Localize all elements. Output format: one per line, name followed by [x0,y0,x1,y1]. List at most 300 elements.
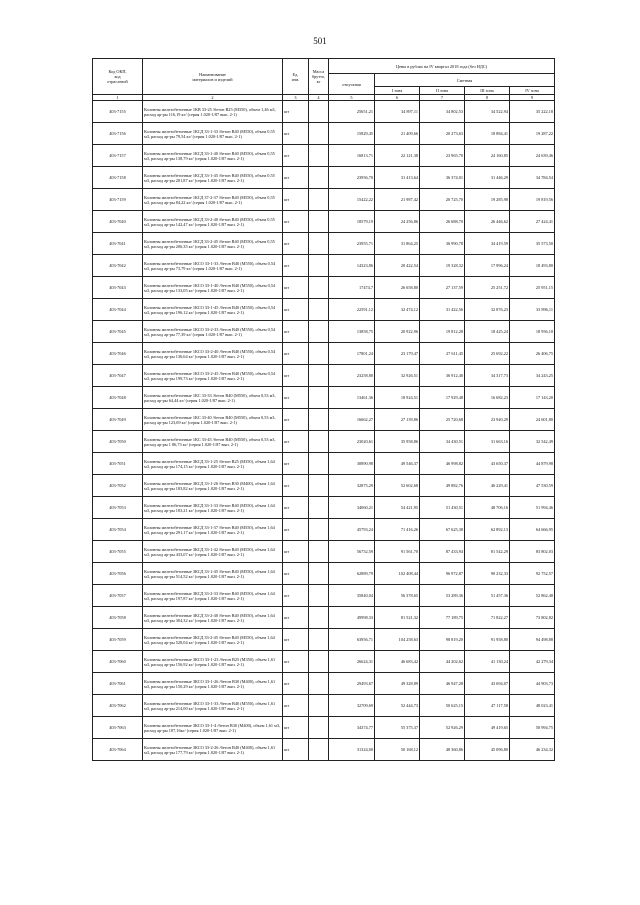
table-row [93,255,555,277]
header-code-line1: Код ОКП, [108,69,127,74]
row-mass [309,563,329,585]
header-unit [283,59,309,95]
row-zone1-price: 52 602,68 [375,475,420,497]
row-code: 403-7061 [93,673,143,695]
row-zone2-price: 49 882,76 [420,475,465,497]
row-name: Колонны железобетонные 3КСО 33-2-26 /бетон В40 (М400), объем 1,61 м3, расход ар-ры 177,79 кг/ (серия 1.020-1/87 вып. 2-1) [143,739,283,761]
row-name: Колонны железобетонные 1КС 33-33 /бетон В40 (М550), объем 0,53 м3, расход ар-ры 64,44 кг/ (серия 1.020-1/87 вып. 2-1) [143,387,283,409]
row-zone3-price: 47 117,58 [465,695,510,717]
row-zone1-price: 32 926,51 [375,365,420,387]
row-release-price: 34374,77 [329,717,375,739]
header-name-line2: материалов и изделий [192,76,233,82]
row-zone2-price: 87 433,94 [420,541,465,563]
column-number: 3 [283,95,309,101]
row-release-price: 15829,45 [329,123,375,145]
table-row [93,189,555,211]
row-zone3-price: 43 650,37 [465,453,510,475]
row-zone1-price: 20 922,96 [375,321,420,343]
row-zone2-price: 34 802,53 [420,101,465,123]
row-code: 403-7053 [93,497,143,519]
row-name: Колонны железобетонные 3КСД 33-1-33 /бетон В40 (М550), объем 1,64 м3, расход ар-ры 183,21 кг/ (серия 1.020-1/87 вып. 2-1) [143,497,283,519]
row-zone2-price: 23 965,70 [420,145,465,167]
row-zone1-price: 91 561,70 [375,541,420,563]
row-zone2-price: 36 990,78 [420,233,465,255]
row-mass [309,409,329,431]
row-mass [309,431,329,453]
table-row [93,585,555,607]
row-zone1-price: 81 521,32 [375,607,420,629]
row-release-price: 17801,24 [329,343,375,365]
row-name: Колонны железобетонные 3КСД 33-2-33 /бетон В40 (М550), объем 1,64 м3, расход ар-ры 197,87 кг/ (серия 1.020-1/87 вып. 2-1) [143,585,283,607]
row-mass [309,541,329,563]
row-code: 403-7051 [93,453,143,475]
table-row [93,409,555,431]
header-release-price: отпускная [329,74,375,95]
table-row [93,695,555,717]
table-row [93,541,555,563]
row-mass [309,211,329,233]
row-code: 403-7044 [93,299,143,321]
row-zone4-price: 34 243,25 [510,365,555,387]
row-unit: шт [283,299,309,321]
row-release-price: 49998,33 [329,607,375,629]
row-zone1-price: 34 897,11 [375,101,420,123]
column-number: 8 [465,95,510,101]
row-zone3-price: 31 663,16 [465,431,510,453]
row-zone1-price: 50 168,12 [375,739,420,761]
row-zone3-price: 23 940,29 [465,409,510,431]
row-zone2-price: 96 972,87 [420,563,465,585]
row-zone3-price: 18 425,24 [465,321,510,343]
row-zone4-price: 32 542,49 [510,431,555,453]
row-zone3-price: 71 822,27 [465,607,510,629]
row-zone3-price: 16 682,23 [465,387,510,409]
table-row [93,717,555,739]
column-number: 6 [375,95,420,101]
row-mass [309,233,329,255]
row-zone1-price: 24 256,86 [375,211,420,233]
row-zone1-price: 56 378,65 [375,585,420,607]
page-number: 501 [313,36,327,46]
row-unit: шт [283,233,309,255]
row-unit: шт [283,365,309,387]
row-unit: шт [283,277,309,299]
row-code: 403-7158 [93,167,143,189]
row-unit: шт [283,519,309,541]
row-code: 403-7064 [93,739,143,761]
row-unit: шт [283,607,309,629]
row-name: Колонны железобетонные 3КСО 33-1-26 /бетон В30 (М400), объем 1,61 м3, расход ар-ры 150,29 кг/ (серия 1.020-1/87 вып. 2-1) [143,673,283,695]
header-unit-line2: изм. [291,76,300,82]
row-zone1-price: 32 474,12 [375,299,420,321]
row-mass [309,475,329,497]
row-unit: шт [283,387,309,409]
header-estimate-price: Сметная [375,74,555,87]
row-zone3-price: 34 419,59 [465,233,510,255]
row-zone4-price: 24 601,80 [510,409,555,431]
row-code: 403-7045 [93,321,143,343]
row-zone3-price: 17 996,24 [465,255,510,277]
row-code: 403-7055 [93,541,143,563]
row-code: 403-7157 [93,145,143,167]
row-code: 403-7054 [93,519,143,541]
row-code: 403-7040 [93,211,143,233]
row-release-price: 23020,61 [329,431,375,453]
row-unit: шт [283,431,309,453]
row-zone1-price: 22 121,38 [375,145,420,167]
row-code: 403-7062 [93,695,143,717]
row-release-price: 34060,21 [329,497,375,519]
header-mass-line1: Масса [312,69,325,74]
row-release-price: 14323,86 [329,255,375,277]
row-zone2-price: 67 625,38 [420,519,465,541]
row-unit: шт [283,145,309,167]
header-mass [309,59,329,95]
row-zone3-price: 45 096,80 [465,739,510,761]
row-zone1-price: 21 409,66 [375,123,420,145]
table-row [93,497,555,519]
row-zone3-price: 18 884,41 [465,123,510,145]
table-row [93,299,555,321]
row-name: Колонны железобетонные 1КС 33-40 /бетон В40 (М550), объем 0,53 м3, расход ар-ры 123,69 кг/ (серия 1.020-1/87 вып. 2-1) [143,409,283,431]
row-name: Колонны железобетонные 1КСД 33-1-40 /бетон В40 (М550), объем 0,55 м3, расход ар-ры 138,79 кг/ (серия 1.020-1/87 вып. 2-1) [143,145,283,167]
column-number: 7 [420,95,465,101]
row-zone1-price: 20 422,54 [375,255,420,277]
table-row [93,343,555,365]
row-zone4-price: 94 498,88 [510,629,555,651]
row-code: 403-7058 [93,607,143,629]
row-zone1-price: 49 328,89 [375,673,420,695]
row-release-price: 13858,75 [329,321,375,343]
row-zone4-price: 50 994,75 [510,717,555,739]
row-release-price: 22591,12 [329,299,375,321]
table-row [93,167,555,189]
row-mass [309,343,329,365]
header-code-line3: отраслевой [107,79,128,84]
row-zone3-price: 34 317,73 [465,365,510,387]
header-code-line2: код [114,74,121,79]
row-name: Колонны железобетонные 1КС 33-45 /бетон В40 (М550), объем 0,53 м3, расход ар-ры 1 86,73 кг/ (серия 1.020-1/87 вып. 2-1) [143,431,283,453]
row-zone1-price: 49 546,37 [375,453,420,475]
row-unit: шт [283,585,309,607]
header-mass-line3: кг [316,79,321,84]
column-number: 2 [143,95,283,101]
row-zone3-price: 90 232,33 [465,563,510,585]
row-code: 403-7050 [93,431,143,453]
row-zone4-price: 42 279,34 [510,651,555,673]
row-zone1-price: 31 864,25 [375,233,420,255]
row-release-price: 63956,71 [329,629,375,651]
row-code: 403-7056 [93,563,143,585]
row-unit: шт [283,123,309,145]
table-row [93,211,555,233]
row-name: Колонны железобетонные 1КСД 33-2-40 /бетон В40 (М550), объем 0,55 м3, расход ар-ры 142,47 кг/ (серия 1.020-1/87 вып. 2-1) [143,211,283,233]
row-zone3-price: 43 694,07 [465,673,510,695]
row-zone2-price: 27 137,59 [420,277,465,299]
row-mass [309,167,329,189]
header-name [143,59,283,95]
row-zone4-price: 35 222,18 [510,101,555,123]
row-mass [309,365,329,387]
row-zone2-price: 46 947,28 [420,673,465,695]
row-code: 403-7057 [93,585,143,607]
row-name: Колонны железобетонные 1КСО 33-2-45 /бетон В40 (М550), объем 0,54 м3, расход ар-ры 199,73 кг/ (серия 1.020-1/87 вып. 2-1) [143,365,283,387]
table-row [93,145,555,167]
row-zone4-price: 26 406,75 [510,343,555,365]
row-release-price: 32875,29 [329,475,375,497]
row-name: Колонны железобетонные 1КСО 33-2-40 /бетон В40 (М550), объем 0,54 м3, расход ар-ры 136,64 кг/ (серия 1.020-1/87 вып. 2-1) [143,343,283,365]
table-row [93,563,555,585]
column-number: 1 [93,95,143,101]
row-release-price: 26624,31 [329,651,375,673]
row-zone3-price: 46 229,41 [465,475,510,497]
table-row [93,387,555,409]
column-number: 4 [309,95,329,101]
row-zone4-price: 48 023,41 [510,695,555,717]
row-zone3-price: 81 542,29 [465,541,510,563]
row-name: Колонны железобетонные 3КСД 33-1-42 /бетон В40 (М550), объем 1,64 м3, расход ар-ры 433,07 кг/ (серия 1.020-1/87 вып. 2-1) [143,541,283,563]
row-zone2-price: 17 929,48 [420,387,465,409]
row-release-price: 29493,67 [329,673,375,695]
row-name: Колонны железобетонные 1КВ 33-25 /бетон В25 (М350), объем 1,46 м3, расход ар-ры 116,19 кг/ (серия 1.020-1/87 вып. 2-1) [143,101,283,123]
row-zone4-price: 24 639,46 [510,145,555,167]
row-name: Колонны железобетонные 3КСО 33-1-4 /бетон В30 (М400), объем 1,61 м3, расход ар-ры 187,16кг/ (серия 1.020-1/87 вып. 2-1) [143,717,283,739]
row-code: 403-7043 [93,277,143,299]
row-unit: шт [283,541,309,563]
row-name: Колонны железобетонные 1КСД 33-1-33 /бетон В40 (М550), объем 0,55 м3, расход ар-ры 79,54 кг/ (серия 1.020-1/87 вып. 2-1) [143,123,283,145]
row-zone2-price: 48 360,86 [420,739,465,761]
table-row [93,739,555,761]
header-zone-4: IV зона [510,87,555,95]
row-release-price: 45793,24 [329,519,375,541]
row-mass [309,387,329,409]
row-code: 403-7063 [93,717,143,739]
row-unit: шт [283,629,309,651]
table-row [93,453,555,475]
row-code: 403-7048 [93,387,143,409]
table-row [93,365,555,387]
row-mass [309,321,329,343]
row-code: 403-7046 [93,343,143,365]
row-mass [309,717,329,739]
row-zone4-price: 25 951,15 [510,277,555,299]
row-mass [309,255,329,277]
row-zone4-price: 19 819,56 [510,189,555,211]
row-mass [309,695,329,717]
row-zone4-price: 51 994,46 [510,497,555,519]
row-unit: шт [283,189,309,211]
row-mass [309,145,329,167]
row-release-price: 23956,70 [329,167,375,189]
row-zone2-price: 36 374,01 [420,167,465,189]
row-zone2-price: 46 998,82 [420,453,465,475]
row-zone2-price: 53 289,36 [420,585,465,607]
row-name: Колонны железобетонные 1КСД 33-1-45 /бетон В40 (М550), объем 0,55 м3, расход ар-ры 201,87 кг/ (серия 1.020-1/87 вып. 2-1) [143,167,283,189]
row-zone1-price: 26 658,80 [375,277,420,299]
row-unit: шт [283,695,309,717]
row-code: 403-7047 [93,365,143,387]
row-zone4-price: 46 234,32 [510,739,555,761]
header-zone-2: II зона [420,87,465,95]
row-zone2-price: 50 625,15 [420,695,465,717]
row-mass [309,299,329,321]
row-release-price: 16813,71 [329,145,375,167]
header-zone-3: III зона [465,87,510,95]
row-mass [309,277,329,299]
row-zone4-price: 18 493,80 [510,255,555,277]
row-zone2-price: 51 430,51 [420,497,465,519]
row-zone3-price: 25 251,72 [465,277,510,299]
row-zone4-price: 47 530,59 [510,475,555,497]
row-mass [309,497,329,519]
table-row [93,233,555,255]
row-unit: шт [283,343,309,365]
row-zone4-price: 52 862,48 [510,585,555,607]
row-zone2-price: 20 725,70 [420,189,465,211]
row-unit: шт [283,167,309,189]
row-code: 403-7159 [93,189,143,211]
row-mass [309,651,329,673]
row-release-price: 15422,22 [329,189,375,211]
row-unit: шт [283,673,309,695]
row-zone3-price: 91 958,80 [465,629,510,651]
row-unit: шт [283,453,309,475]
row-mass [309,739,329,761]
row-mass [309,673,329,695]
row-zone1-price: 46 683,42 [375,651,420,673]
row-zone4-price: 18 956,18 [510,321,555,343]
row-zone4-price: 27 424,41 [510,211,555,233]
row-mass [309,607,329,629]
row-unit: шт [283,497,309,519]
row-zone1-price: 21 987,42 [375,189,420,211]
row-zone4-price: 92 752,57 [510,563,555,585]
row-zone3-price: 19 285,98 [465,189,510,211]
row-release-price: 56752,59 [329,541,375,563]
row-code: 403-7042 [93,255,143,277]
row-release-price: 62889,79 [329,563,375,585]
row-name: Колонны железобетонные 3КСД 33-2-40 /бетон В40 (М550), объем 1,64 м3, расход ар-ры 304,32 кг/ (серия 1.020-1/87 вып. 2-1) [143,607,283,629]
row-release-price: 23955,71 [329,233,375,255]
row-zone4-price: 19 287,22 [510,123,555,145]
row-name: Колонны железобетонные 1КСО 33-1-40 /бетон В40 (М550), объем 0,54 м3, расход ар-ры 133,05 кг/ (серия 1.020-1/87 вып. 2-1) [143,277,283,299]
row-zone2-price: 31 422,56 [420,299,465,321]
row-zone4-price: 35 573,50 [510,233,555,255]
row-zone1-price: 54 421,95 [375,497,420,519]
row-code: 403-7049 [93,409,143,431]
table-row [93,607,555,629]
row-unit: шт [283,409,309,431]
row-unit: шт [283,563,309,585]
row-zone2-price: 26 688,70 [420,211,465,233]
row-unit: шт [283,739,309,761]
row-name: Колонны железобетонные 3КСО 33-1-23 /бетон В25 (М350), объем 1,61 м3, расход ар-ры 156,92 кг/ (серия 1.020-1/87 вып. 2-1) [143,651,283,673]
row-name: Колонны железобетонные 1КСД 33-2-45 /бетон В40 (М550), объем 0,55 м3, расход ар-ры 206,35 кг/ (серия 1.020-1/87 вып. 2-1) [143,233,283,255]
row-code: 403-7052 [93,475,143,497]
row-release-price: 35840,04 [329,585,375,607]
row-code: 403-7041 [93,233,143,255]
row-unit: шт [283,101,309,123]
row-name: Колонны железобетонные 1КСО 33-2-33 /бетон В40 (М550), объем 0,54 м3, расход ар-ры 77,39 кг/ (серия 1.020-1/87 вып. 2-1) [143,321,283,343]
row-mass [309,123,329,145]
row-mass [309,453,329,475]
row-zone2-price: 20 273,63 [420,123,465,145]
table-row [93,277,555,299]
row-zone3-price: 32 876,23 [465,299,510,321]
row-zone2-price: 52 926,29 [420,717,465,739]
row-zone1-price: 104 258,63 [375,629,420,651]
table-body [93,101,555,761]
column-number: 9 [510,95,555,101]
row-zone4-price: 83 802,03 [510,541,555,563]
row-zone3-price: 25 692,22 [465,343,510,365]
row-code: 403-7059 [93,629,143,651]
table-row [93,431,555,453]
row-zone1-price: 102 408,44 [375,563,420,585]
row-zone1-price: 35 958,86 [375,431,420,453]
row-zone3-price: 24 160,85 [465,145,510,167]
table-row [93,519,555,541]
row-zone2-price: 27 611,45 [420,343,465,365]
row-name: Колонны железобетонные 3КСО 33-1-33 /бетон В40 (М550), объем 1,61 м3, расход ар-ры 214,00 кг/ (серия 1.020-1/87 вып. 2-1) [143,695,283,717]
row-zone3-price: 26 446,62 [465,211,510,233]
table-row [93,629,555,651]
row-release-price: 31324,00 [329,739,375,761]
table-row [93,475,555,497]
row-zone2-price: 98 819,20 [420,629,465,651]
row-zone2-price: 25 720,68 [420,409,465,431]
row-zone3-price: 34 522,94 [465,101,510,123]
row-zone1-price: 27 139,86 [375,409,420,431]
row-zone3-price: 49 419,65 [465,717,510,739]
row-name: Колонны железобетонные 3КСД 33-1-26 /бетон В30 (М400), объем 1,64 м3, расход ар-ры 183,82 кг/ (серия 1.020-1/87 вып. 2-1) [143,475,283,497]
header-mass-line2: брутто, [311,74,326,79]
header-zone-1: I зона [375,87,420,95]
row-zone1-price: 52 444,73 [375,695,420,717]
row-mass [309,189,329,211]
row-code: 403-7060 [93,651,143,673]
row-name: Колонны железобетонные 1КСД 37-2-37 /бетон В40 (М550), объем 0,55 м3, расход ар-ры 84,22 кг/ (серия 1.020-1/87 вып. 2-1) [143,189,283,211]
row-zone3-price: 41 130,24 [465,651,510,673]
row-zone3-price: 62 892,13 [465,519,510,541]
table-row [93,321,555,343]
header-name-line1: Наименование [199,71,226,77]
row-zone4-price: 73 802,82 [510,607,555,629]
row-unit: шт [283,717,309,739]
row-zone3-price: 51 457,36 [465,585,510,607]
row-unit: шт [283,321,309,343]
row-zone4-price: 44 879,98 [510,453,555,475]
row-name: Колонны железобетонные 3КСД 33-1-45 /бетон В40 (М550), объем 1,64 м3, расход ар-ры 514,52 кг/ (серия 1.020-1/87 вып. 2-1) [143,563,283,585]
row-zone2-price: 44 202,62 [420,651,465,673]
row-zone4-price: 64 666,95 [510,519,555,541]
row-release-price: 17474,7 [329,277,375,299]
row-zone4-price: 33 896,11 [510,299,555,321]
row-code: 403-7155 [93,101,143,123]
row-name: Колонны железобетонные 3КСД 33-2-45 /бетон В40 (М550), объем 1,64 м3, расход ар-ры 528,04 кг/ (серия 1.020-1/87 вып. 2-1) [143,629,283,651]
header-price-title: Цены в рублях на IV квартал 2018 года (без НДС) [329,59,555,74]
row-unit: шт [283,475,309,497]
row-zone1-price: 23 179,47 [375,343,420,365]
row-name: Колонны железобетонные 3КСД 33-1-25 /бетон В25 (М350), объем 1,64 м3, расход ар-ры 174,15 кг/ (серия 1.020-1/87 вып. 2-1) [143,453,283,475]
row-zone4-price: 17 143,20 [510,387,555,409]
row-zone1-price: 18 924,51 [375,387,420,409]
row-zone4-price: 34 784,54 [510,167,555,189]
row-unit: шт [283,211,309,233]
row-mass [309,101,329,123]
row-zone3-price: 31 446,29 [465,167,510,189]
row-release-price: 25651,21 [329,101,375,123]
